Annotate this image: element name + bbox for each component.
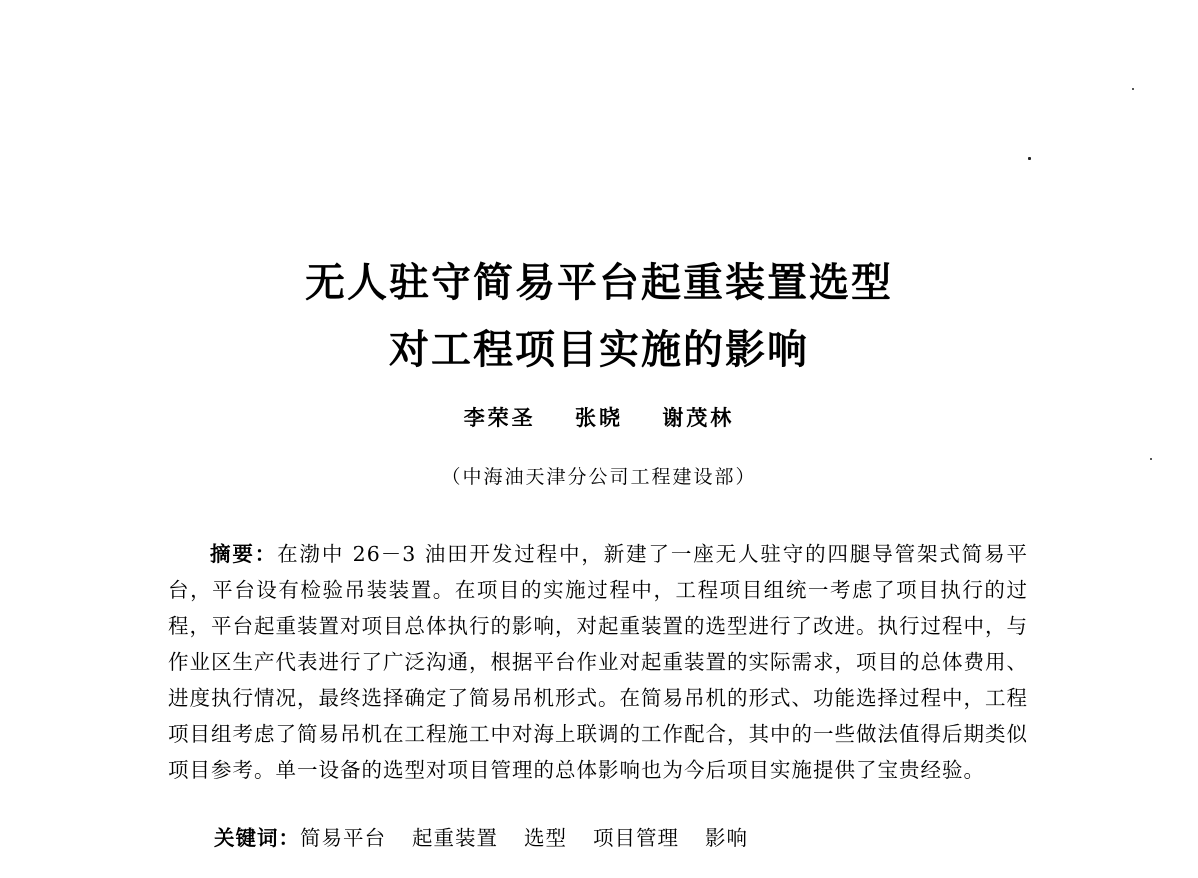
keywords — [214, 821, 774, 855]
keyword: 影响 — [705, 826, 748, 850]
paper-title-line-2: 对工程项目实施的影响 — [389, 327, 809, 373]
scan-speck — [1150, 458, 1152, 460]
author-name: 李荣圣 — [463, 405, 536, 430]
keyword: 简易平台 — [300, 826, 386, 850]
author-list — [0, 404, 1198, 432]
abstract-text: 在渤中 26－3 油田开发过程中，新建了一座无人驻守的四腿导管架式简易平台，平台设有检验吊装装置。在项目的实施过程中，工程项目组统一考虑了项目执行的过程，平台起重装置对项目总体执行的影响，对起重装置的选型进行了改进。执行过程中，与作业区生产代表进行了广泛沟通，根据平台作业对起重装置的实际需求，项目的总体费用、进度执行情况，最终选择确定了简易吊机形式。在简易吊机的形式、功能选择过程中，工程项目组考虑了简易吊机在工程施工中对海上联调的工作配合，其中的一些做法值得后期类似项目参考。单一设备的选型对项目管理的总体影响也为今后项目实施提供了宝贵经验。 — [168, 542, 1028, 782]
keyword: 选型 — [524, 826, 567, 850]
keywords-label: 关键词： — [214, 826, 300, 850]
paper-title-line-1: 无人驻守简易平台起重装置选型 — [305, 260, 893, 306]
scan-speck — [1028, 157, 1031, 160]
abstract — [168, 536, 1028, 788]
keyword: 起重装置 — [412, 826, 498, 850]
scan-speck — [1132, 88, 1134, 90]
affiliation: （中海油天津分公司工程建设部） — [441, 466, 757, 488]
author-name: 张晓 — [575, 405, 623, 430]
keyword: 项目管理 — [593, 826, 679, 850]
abstract-label: 摘要： — [210, 542, 278, 566]
author-name: 谢茂林 — [662, 405, 735, 430]
